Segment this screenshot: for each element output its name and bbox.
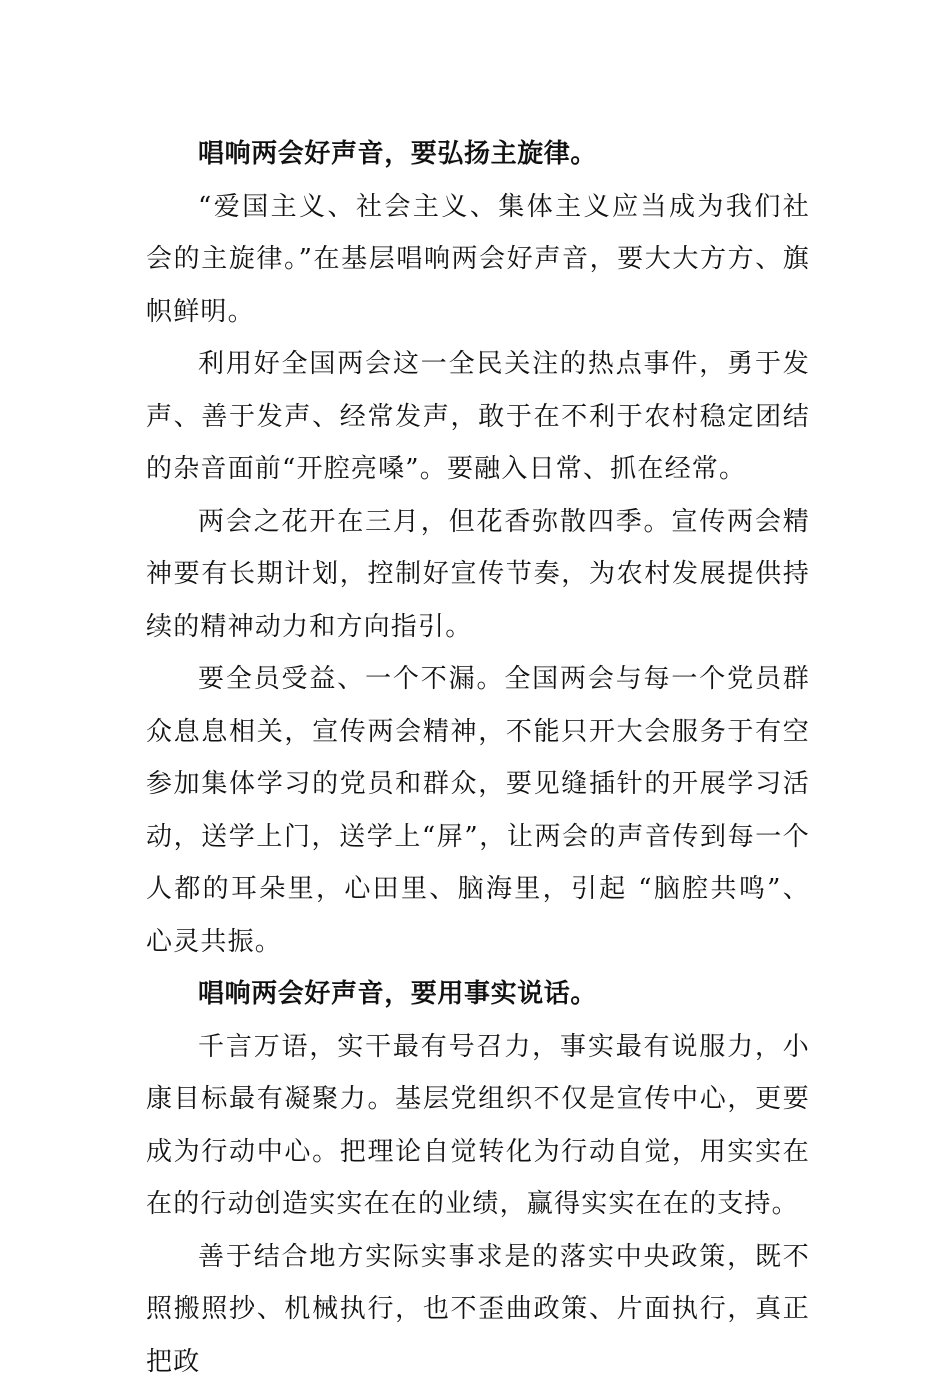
body-paragraph: 千言万语，实干最有号召力，事实最有说服力，小康目标最有凝聚力。基层党组织不仅是宣传中心，更要成为行动中心。把理论自觉转化为行动自觉，用实实在在的行动创造实实在在的业绩，赢得实实在在的支持。 — [146, 1021, 810, 1231]
body-paragraph: 两会之花开在三月，但花香弥散四季。宣传两会精神要有长期计划，控制好宣传节奏，为农村发展提供持续的精神动力和方向指引。 — [146, 496, 810, 654]
body-paragraph: 利用好全国两会这一全民关注的热点事件，勇于发声、善于发声、经常发声，敢于在不利于农村稳定团结的杂音面前“开腔亮嗓”。要融入日常、抓在经常。 — [146, 338, 810, 496]
body-paragraph: 要全员受益、一个不漏。全国两会与每一个党员群众息息相关，宣传两会精神，不能只开大会服务于有空参加集体学习的党员和群众，要见缝插针的开展学习活动，送学上门，送学上“屏”，让两会的声音传到每一个人都的耳朵里，心田里、脑海里，引起 “脑腔共鸣”、心灵共振。 — [146, 653, 810, 968]
section-heading: 唱响两会好声音，要用事实说话。 — [146, 968, 810, 1021]
section-heading: 唱响两会好声音，要弘扬主旋律。 — [146, 128, 810, 181]
body-paragraph: 善于结合地方实际实事求是的落实中央政策，既不照搬照抄、机械执行，也不歪曲政策、片面执行，真正把政 — [146, 1231, 810, 1388]
body-paragraph: “爱国主义、社会主义、集体主义应当成为我们社会的主旋律。”在基层唱响两会好声音，要大大方方、旗帜鲜明。 — [146, 181, 810, 339]
document-body — [146, 128, 810, 1388]
